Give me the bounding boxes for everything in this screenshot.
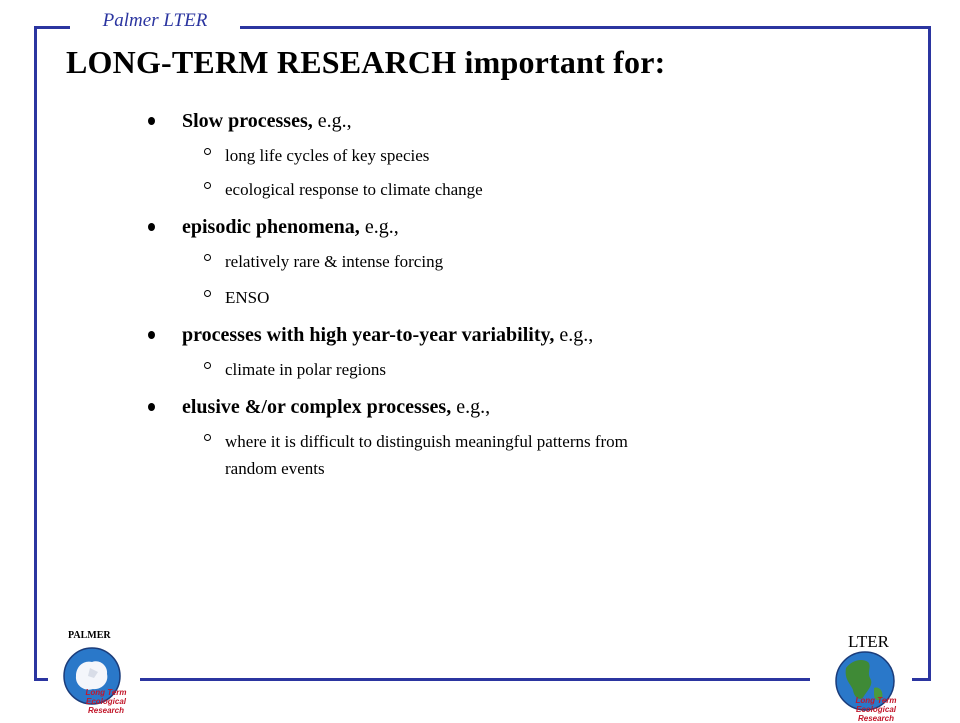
subbullet-line-2: random events: [225, 459, 325, 478]
bullet-bold: processes with high year-to-year variability,: [182, 324, 555, 346]
ring-bullet-icon: [204, 362, 211, 369]
ring-bullet-icon: [204, 434, 211, 441]
frame-right: [928, 26, 931, 681]
lter-logo: [830, 630, 930, 723]
palmer-logo-label: PALMER: [68, 630, 111, 641]
bullet-dot-icon: [148, 403, 155, 411]
header-tag: Palmer LTER: [70, 6, 240, 36]
subbullet-text: relatively rare & intense forcing: [225, 252, 444, 271]
bullet-bold: elusive &/or complex processes,: [182, 396, 452, 418]
bullet-rest: e.g.,: [554, 324, 594, 346]
bullet-dot-icon: [148, 117, 155, 125]
frame-top-left: [36, 26, 70, 29]
frame-left: [34, 26, 37, 681]
lter-logo-label: LTER: [848, 632, 889, 651]
ring-bullet-icon: [204, 182, 211, 189]
frame-top-right: [240, 26, 930, 29]
bullet-rest: e.g.,: [451, 396, 491, 418]
lter-logo-sub2: Ecological: [855, 705, 896, 714]
lter-logo-subtext: [846, 696, 906, 723]
bullet-rest: e.g.,: [312, 110, 352, 132]
subbullet-text: long life cycles of key species: [225, 146, 430, 165]
bullet-dot-icon: [148, 331, 155, 339]
lter-logo-sub1: Long Term: [855, 696, 897, 705]
palmer-logo-sub2: Ecological: [85, 697, 126, 706]
subbullet-text: ecological response to climate change: [225, 180, 483, 199]
ring-bullet-icon: [204, 290, 211, 297]
slide-title: LONG-TERM RESEARCH important for:: [66, 44, 666, 80]
bullet-rest: e.g.,: [359, 216, 399, 238]
lter-logo-sub3: Research: [857, 714, 895, 723]
palmer-logo-sub3: Research: [87, 706, 125, 715]
bullet-bold: episodic phenomena,: [182, 216, 360, 238]
subbullet-text: ENSO: [225, 288, 270, 307]
frame-bottom-left: [34, 678, 48, 681]
palmer-logo-subtext: [76, 688, 136, 715]
palmer-logo-sub1: Long Term: [85, 688, 127, 697]
ring-bullet-icon: [204, 254, 211, 261]
bullet-dot-icon: [148, 223, 155, 231]
bullet-bold: Slow processes,: [182, 110, 313, 132]
subbullet-text: [225, 428, 628, 482]
ring-bullet-icon: [204, 148, 211, 155]
frame-bottom-mid: [140, 678, 810, 681]
subbullet-line-1: where it is difficult to distinguish meaningful patterns from: [225, 432, 628, 451]
palmer-logo: [50, 630, 142, 720]
subbullet-text: climate in polar regions: [225, 360, 386, 379]
